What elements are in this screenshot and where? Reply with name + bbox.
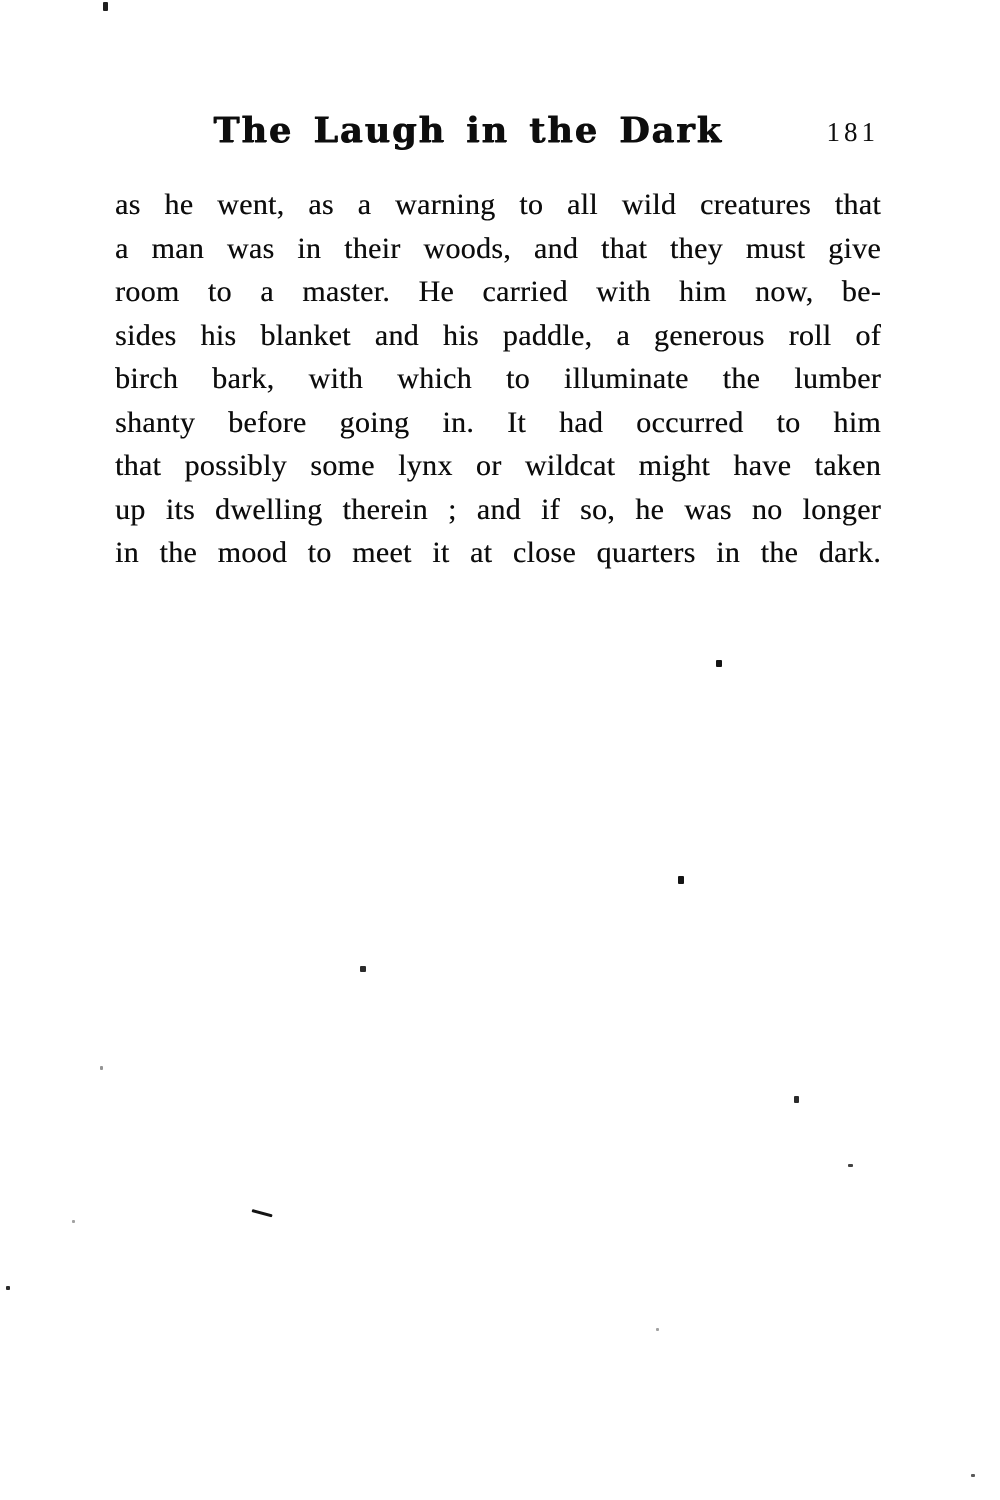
text-line: shanty before going in. It had occurred to him xyxy=(115,405,881,439)
scan-speck xyxy=(72,1220,75,1223)
stray-pen-mark xyxy=(252,1209,273,1217)
body-text xyxy=(115,183,881,575)
text-line: in the mood to meet it at close quarters in the dark. xyxy=(115,536,881,569)
scan-speck xyxy=(716,660,722,667)
text-line: up its dwelling therein ; and if so, he was no longer xyxy=(115,492,881,526)
text-line: a man was in their woods, and that they must give xyxy=(115,231,881,265)
text-line: birch bark, with which to illuminate the lumber xyxy=(115,362,881,395)
text-line: that possibly some lynx or wildcat might have taken xyxy=(115,449,881,482)
scan-speck xyxy=(794,1096,799,1103)
text-line: room to a master. He carried with him now, be- xyxy=(115,275,881,308)
page-number: 181 xyxy=(826,117,879,147)
page-header xyxy=(115,110,881,162)
scan-speck xyxy=(848,1164,853,1167)
scan-speck xyxy=(678,876,684,884)
scan-speck xyxy=(656,1328,659,1331)
scan-speck xyxy=(6,1286,10,1290)
text-line: sides his blanket and his paddle, a generous roll of xyxy=(115,318,881,352)
scan-speck xyxy=(971,1474,975,1477)
running-title: The Laugh in the Dark xyxy=(213,110,723,151)
scan-speck xyxy=(103,2,108,11)
scan-speck xyxy=(100,1066,103,1070)
text-line: as he went, as a warning to all wild creatures that xyxy=(115,188,881,221)
scan-speck xyxy=(360,966,366,972)
